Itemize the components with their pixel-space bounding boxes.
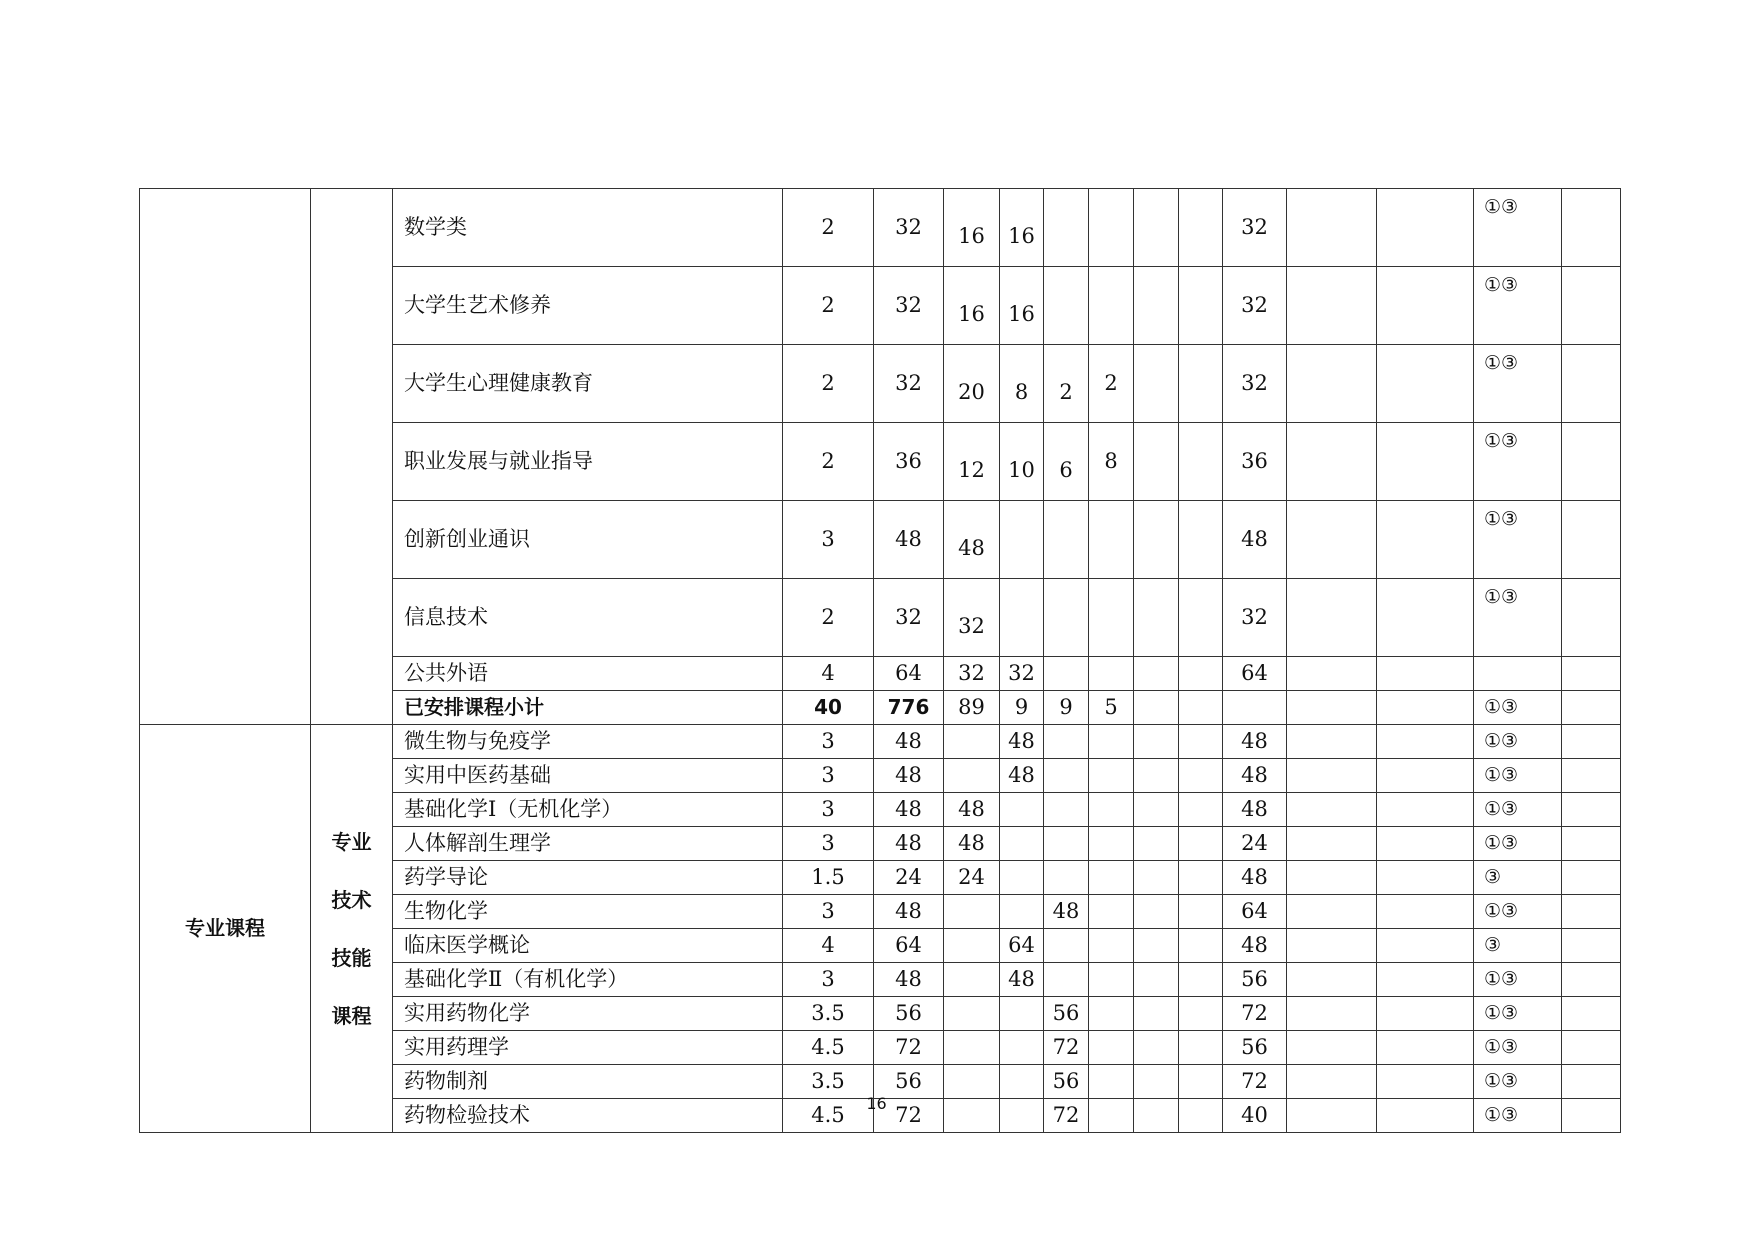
hours-part-1: 16 — [944, 267, 1000, 345]
table-row — [140, 189, 1621, 267]
empty-cell — [1562, 793, 1621, 827]
empty-cell — [1377, 579, 1474, 657]
credits-cell: 3.5 — [783, 1065, 874, 1099]
empty-cell — [1134, 657, 1179, 691]
hours-cell: 32 — [874, 345, 944, 423]
empty-cell — [1377, 691, 1474, 725]
hours-part-3 — [1044, 189, 1089, 267]
empty-cell — [1179, 345, 1223, 423]
empty-cell — [1562, 501, 1621, 579]
empty-cell — [1287, 579, 1377, 657]
hours-part-2 — [1000, 793, 1044, 827]
hours-part-3 — [1044, 725, 1089, 759]
hours-cell: 36 — [874, 423, 944, 501]
empty-cell — [1179, 861, 1223, 895]
empty-cell — [1287, 759, 1377, 793]
empty-cell — [1377, 997, 1474, 1031]
empty-cell — [1377, 861, 1474, 895]
semester-hours: 40 — [1223, 1099, 1287, 1133]
hours-part-4: 2 — [1089, 345, 1134, 423]
credits-cell: 4.5 — [783, 1099, 874, 1133]
course-name: 大学生心理健康教育 — [393, 345, 783, 423]
course-name: 实用药理学 — [393, 1031, 783, 1065]
empty-cell — [1287, 691, 1377, 725]
empty-cell — [1134, 793, 1179, 827]
hours-part-1 — [944, 963, 1000, 997]
course-name: 生物化学 — [393, 895, 783, 929]
course-name: 药物制剂 — [393, 1065, 783, 1099]
credits-cell: 3 — [783, 827, 874, 861]
semester-hours: 48 — [1223, 725, 1287, 759]
empty-cell — [1179, 267, 1223, 345]
hours-part-2: 64 — [1000, 929, 1044, 963]
hours-cell: 72 — [874, 1099, 944, 1133]
hours-part-2 — [1000, 861, 1044, 895]
empty-cell — [1134, 759, 1179, 793]
subcategory-line: 课程 — [331, 1003, 372, 1028]
course-name: 大学生艺术修养 — [393, 267, 783, 345]
hours-part-4 — [1089, 861, 1134, 895]
empty-cell — [1134, 189, 1179, 267]
hours-cell: 48 — [874, 793, 944, 827]
hours-part-3: 6 — [1044, 423, 1089, 501]
credits-cell: 2 — [783, 267, 874, 345]
course-name: 微生物与免疫学 — [393, 725, 783, 759]
hours-part-1 — [944, 725, 1000, 759]
hours-part-3 — [1044, 759, 1089, 793]
empty-cell — [1179, 423, 1223, 501]
assessment-note: ①③ — [1474, 725, 1562, 759]
empty-cell — [1377, 1031, 1474, 1065]
empty-cell — [1287, 929, 1377, 963]
empty-cell — [1287, 1031, 1377, 1065]
hours-part-2: 10 — [1000, 423, 1044, 501]
empty-cell — [1562, 691, 1621, 725]
hours-part-4: 5 — [1089, 691, 1134, 725]
assessment-note: ①③ — [1474, 827, 1562, 861]
empty-cell — [1377, 725, 1474, 759]
hours-part-1: 20 — [944, 345, 1000, 423]
semester-hours: 32 — [1223, 579, 1287, 657]
hours-part-1: 24 — [944, 861, 1000, 895]
credits-cell: 4.5 — [783, 1031, 874, 1065]
semester-hours: 48 — [1223, 929, 1287, 963]
assessment-note: ①③ — [1474, 1065, 1562, 1099]
empty-cell — [1179, 759, 1223, 793]
empty-cell — [1377, 895, 1474, 929]
course-name: 基础化学Ⅰ（无机化学） — [393, 793, 783, 827]
empty-cell — [1562, 997, 1621, 1031]
hours-part-3: 56 — [1044, 997, 1089, 1031]
credits-cell: 4 — [783, 929, 874, 963]
hours-part-3 — [1044, 963, 1089, 997]
empty-cell — [1179, 579, 1223, 657]
credits-cell: 3 — [783, 895, 874, 929]
hours-part-2 — [1000, 895, 1044, 929]
assessment-note: ①③ — [1474, 423, 1562, 501]
hours-cell: 48 — [874, 963, 944, 997]
hours-part-2: 48 — [1000, 725, 1044, 759]
empty-cell — [1134, 267, 1179, 345]
hours-part-4: 8 — [1089, 423, 1134, 501]
hours-part-2 — [1000, 827, 1044, 861]
empty-cell — [1377, 793, 1474, 827]
semester-hours: 24 — [1223, 827, 1287, 861]
empty-cell — [1179, 929, 1223, 963]
hours-part-4 — [1089, 501, 1134, 579]
empty-cell — [1179, 827, 1223, 861]
hours-part-4 — [1089, 759, 1134, 793]
empty-cell — [1287, 423, 1377, 501]
hours-part-3: 72 — [1044, 1031, 1089, 1065]
empty-cell — [1179, 691, 1223, 725]
empty-cell — [1179, 725, 1223, 759]
hours-cell: 776 — [874, 691, 944, 725]
semester-hours: 48 — [1223, 861, 1287, 895]
empty-cell — [1377, 657, 1474, 691]
empty-cell — [1134, 423, 1179, 501]
credits-cell: 3 — [783, 963, 874, 997]
credits-cell: 3 — [783, 725, 874, 759]
hours-part-3 — [1044, 579, 1089, 657]
empty-cell — [1562, 759, 1621, 793]
hours-part-1: 48 — [944, 827, 1000, 861]
credits-cell: 2 — [783, 345, 874, 423]
empty-cell — [1377, 827, 1474, 861]
course-name: 临床医学概论 — [393, 929, 783, 963]
assessment-note: ③ — [1474, 861, 1562, 895]
empty-cell — [1134, 895, 1179, 929]
empty-cell — [1179, 1031, 1223, 1065]
empty-cell — [1179, 963, 1223, 997]
empty-cell — [1562, 579, 1621, 657]
empty-cell — [1287, 345, 1377, 423]
empty-cell — [1179, 997, 1223, 1031]
hours-part-2: 16 — [1000, 189, 1044, 267]
course-name: 药物检验技术 — [393, 1099, 783, 1133]
empty-cell — [1287, 267, 1377, 345]
hours-cell: 24 — [874, 861, 944, 895]
empty-cell — [1377, 963, 1474, 997]
hours-part-1: 48 — [944, 501, 1000, 579]
category-cell-continued — [140, 189, 311, 725]
empty-cell — [1134, 861, 1179, 895]
empty-cell — [1377, 501, 1474, 579]
credits-cell: 40 — [783, 691, 874, 725]
hours-part-4 — [1089, 827, 1134, 861]
hours-part-1 — [944, 1031, 1000, 1065]
empty-cell — [1287, 895, 1377, 929]
empty-cell — [1377, 189, 1474, 267]
empty-cell — [1377, 345, 1474, 423]
hours-part-4 — [1089, 725, 1134, 759]
hours-cell: 48 — [874, 501, 944, 579]
hours-part-1 — [944, 929, 1000, 963]
course-name: 公共外语 — [393, 657, 783, 691]
empty-cell — [1377, 759, 1474, 793]
hours-cell: 72 — [874, 1031, 944, 1065]
semester-hours: 36 — [1223, 423, 1287, 501]
hours-part-3 — [1044, 501, 1089, 579]
assessment-note: ①③ — [1474, 501, 1562, 579]
empty-cell — [1134, 345, 1179, 423]
empty-cell — [1134, 929, 1179, 963]
hours-part-3 — [1044, 827, 1089, 861]
assessment-note: ①③ — [1474, 691, 1562, 725]
empty-cell — [1562, 657, 1621, 691]
empty-cell — [1377, 423, 1474, 501]
hours-cell: 32 — [874, 267, 944, 345]
hours-part-1: 16 — [944, 189, 1000, 267]
assessment-note: ①③ — [1474, 345, 1562, 423]
semester-hours: 72 — [1223, 997, 1287, 1031]
course-name: 已安排课程小计 — [393, 691, 783, 725]
hours-part-3 — [1044, 657, 1089, 691]
hours-part-3 — [1044, 267, 1089, 345]
empty-cell — [1562, 345, 1621, 423]
empty-cell — [1134, 501, 1179, 579]
empty-cell — [1562, 267, 1621, 345]
hours-part-1 — [944, 759, 1000, 793]
empty-cell — [1134, 725, 1179, 759]
credits-cell: 3 — [783, 759, 874, 793]
course-name: 实用中医药基础 — [393, 759, 783, 793]
empty-cell — [1287, 963, 1377, 997]
hours-part-4 — [1089, 579, 1134, 657]
hours-part-1 — [944, 997, 1000, 1031]
hours-cell: 32 — [874, 189, 944, 267]
assessment-note: ①③ — [1474, 793, 1562, 827]
semester-hours: 56 — [1223, 1031, 1287, 1065]
hours-cell: 64 — [874, 657, 944, 691]
hours-part-1: 48 — [944, 793, 1000, 827]
hours-cell: 48 — [874, 895, 944, 929]
semester-hours: 32 — [1223, 267, 1287, 345]
hours-part-1: 12 — [944, 423, 1000, 501]
semester-hours: 64 — [1223, 895, 1287, 929]
course-name: 职业发展与就业指导 — [393, 423, 783, 501]
credits-cell: 4 — [783, 657, 874, 691]
empty-cell — [1562, 895, 1621, 929]
hours-cell: 56 — [874, 1065, 944, 1099]
empty-cell — [1287, 793, 1377, 827]
empty-cell — [1179, 657, 1223, 691]
hours-cell: 48 — [874, 725, 944, 759]
subcategory-cell-continued — [311, 189, 393, 725]
hours-part-3 — [1044, 929, 1089, 963]
hours-part-3: 56 — [1044, 1065, 1089, 1099]
semester-hours: 64 — [1223, 657, 1287, 691]
credits-cell: 3 — [783, 501, 874, 579]
empty-cell — [1562, 423, 1621, 501]
empty-cell — [1134, 1031, 1179, 1065]
credits-cell: 3 — [783, 793, 874, 827]
empty-cell — [1562, 1031, 1621, 1065]
empty-cell — [1562, 725, 1621, 759]
assessment-note: ①③ — [1474, 579, 1562, 657]
hours-part-2: 48 — [1000, 963, 1044, 997]
course-name: 基础化学Ⅱ（有机化学） — [393, 963, 783, 997]
assessment-note: ③ — [1474, 929, 1562, 963]
subcategory-line: 技术 — [331, 887, 372, 912]
hours-part-3: 72 — [1044, 1099, 1089, 1133]
hours-part-4 — [1089, 189, 1134, 267]
assessment-note: ①③ — [1474, 1031, 1562, 1065]
assessment-note — [1474, 657, 1562, 691]
course-name: 药学导论 — [393, 861, 783, 895]
hours-part-1: 32 — [944, 657, 1000, 691]
credits-cell: 2 — [783, 423, 874, 501]
empty-cell — [1134, 691, 1179, 725]
table-body — [140, 189, 1621, 1133]
hours-part-3: 2 — [1044, 345, 1089, 423]
table-row — [140, 725, 1621, 759]
credits-cell: 2 — [783, 579, 874, 657]
hours-part-2 — [1000, 579, 1044, 657]
hours-part-4 — [1089, 929, 1134, 963]
hours-part-2: 8 — [1000, 345, 1044, 423]
semester-hours: 48 — [1223, 501, 1287, 579]
hours-part-1: 89 — [944, 691, 1000, 725]
hours-part-4 — [1089, 793, 1134, 827]
empty-cell — [1287, 827, 1377, 861]
empty-cell — [1287, 725, 1377, 759]
hours-part-1: 32 — [944, 579, 1000, 657]
hours-part-2 — [1000, 997, 1044, 1031]
empty-cell — [1134, 827, 1179, 861]
empty-cell — [1562, 963, 1621, 997]
assessment-note: ①③ — [1474, 267, 1562, 345]
empty-cell — [1562, 189, 1621, 267]
empty-cell — [1287, 189, 1377, 267]
page-number: 16 — [866, 1094, 887, 1113]
empty-cell — [1134, 997, 1179, 1031]
hours-part-4 — [1089, 963, 1134, 997]
empty-cell — [1179, 501, 1223, 579]
subcategory-line: 专业 — [331, 829, 372, 854]
credits-cell: 2 — [783, 189, 874, 267]
empty-cell — [1377, 929, 1474, 963]
semester-hours: 48 — [1223, 759, 1287, 793]
empty-cell — [1179, 189, 1223, 267]
empty-cell — [1377, 267, 1474, 345]
empty-cell — [1134, 579, 1179, 657]
empty-cell — [1562, 827, 1621, 861]
hours-part-3 — [1044, 861, 1089, 895]
course-name: 创新创业通识 — [393, 501, 783, 579]
hours-part-4 — [1089, 267, 1134, 345]
curriculum-table — [139, 188, 1621, 1133]
subcategory-label — [311, 725, 393, 1133]
empty-cell — [1134, 963, 1179, 997]
hours-cell: 48 — [874, 827, 944, 861]
semester-hours: 56 — [1223, 963, 1287, 997]
course-name: 数学类 — [393, 189, 783, 267]
hours-part-4 — [1089, 657, 1134, 691]
hours-part-2: 48 — [1000, 759, 1044, 793]
hours-part-2 — [1000, 1031, 1044, 1065]
subcategory-line: 技能 — [331, 945, 372, 970]
empty-cell — [1562, 929, 1621, 963]
hours-part-2: 32 — [1000, 657, 1044, 691]
semester-hours: 48 — [1223, 793, 1287, 827]
hours-cell: 32 — [874, 579, 944, 657]
hours-part-1 — [944, 895, 1000, 929]
category-label: 专业课程 — [140, 725, 311, 1133]
empty-cell — [1179, 895, 1223, 929]
hours-part-4 — [1089, 895, 1134, 929]
semester-hours: 72 — [1223, 1065, 1287, 1099]
empty-cell — [1562, 861, 1621, 895]
credits-cell: 3.5 — [783, 997, 874, 1031]
hours-part-2: 16 — [1000, 267, 1044, 345]
course-name: 信息技术 — [393, 579, 783, 657]
empty-cell — [1287, 657, 1377, 691]
hours-part-3: 9 — [1044, 691, 1089, 725]
hours-part-3 — [1044, 793, 1089, 827]
hours-cell: 48 — [874, 759, 944, 793]
assessment-note: ①③ — [1474, 759, 1562, 793]
empty-cell — [1287, 861, 1377, 895]
hours-part-4 — [1089, 997, 1134, 1031]
assessment-note: ①③ — [1474, 189, 1562, 267]
empty-cell — [1287, 997, 1377, 1031]
empty-cell — [1287, 501, 1377, 579]
semester-hours: 32 — [1223, 345, 1287, 423]
empty-cell — [1179, 793, 1223, 827]
hours-part-4 — [1089, 1031, 1134, 1065]
hours-part-3: 48 — [1044, 895, 1089, 929]
semester-hours — [1223, 691, 1287, 725]
hours-cell: 56 — [874, 997, 944, 1031]
credits-cell: 1.5 — [783, 861, 874, 895]
hours-cell: 64 — [874, 929, 944, 963]
assessment-note: ①③ — [1474, 1099, 1562, 1133]
hours-part-2: 9 — [1000, 691, 1044, 725]
semester-hours: 32 — [1223, 189, 1287, 267]
assessment-note: ①③ — [1474, 963, 1562, 997]
course-name: 实用药物化学 — [393, 997, 783, 1031]
assessment-note: ①③ — [1474, 997, 1562, 1031]
course-name: 人体解剖生理学 — [393, 827, 783, 861]
assessment-note: ①③ — [1474, 895, 1562, 929]
hours-part-2 — [1000, 501, 1044, 579]
